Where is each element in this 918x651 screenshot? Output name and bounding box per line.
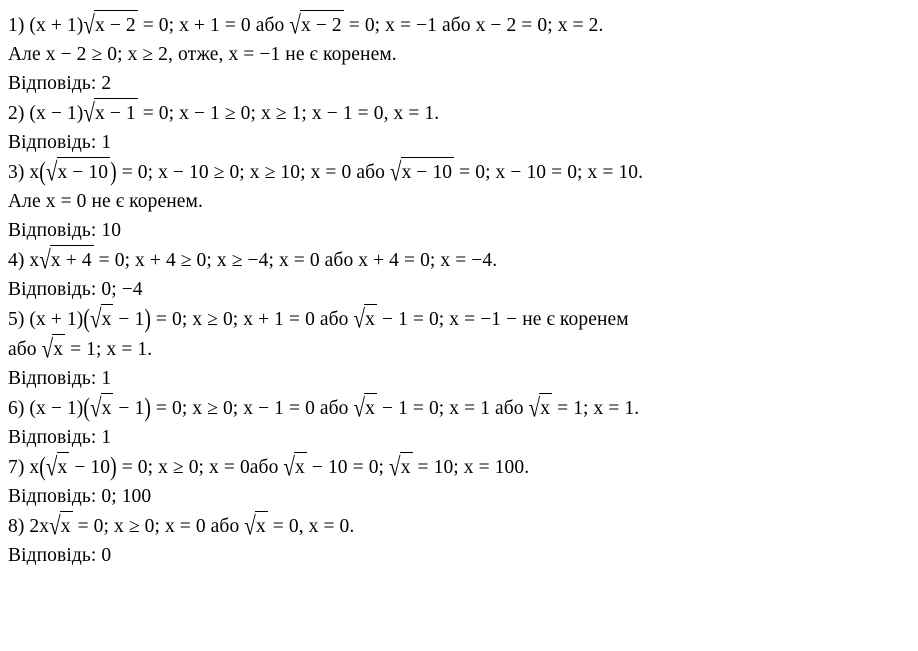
math-text: 2) (x − 1) <box>8 103 84 124</box>
math-text: 4) x <box>8 250 40 271</box>
radical-sign: √ <box>41 333 54 364</box>
square-root-icon <box>90 393 114 423</box>
radical-sign: √ <box>353 392 366 423</box>
radicand: x <box>539 393 552 423</box>
math-text: = 0; x = −1 або x − 2 = 0; x = 2. <box>343 15 604 36</box>
paren-close: ) <box>110 453 117 482</box>
square-root-icon <box>244 511 268 541</box>
solution-line <box>8 157 918 187</box>
math-text: = 0; x ≥ 0; x + 1 = 0 або <box>150 309 354 330</box>
square-root-icon <box>390 157 454 187</box>
solution-line <box>8 98 918 128</box>
solution-line <box>8 10 918 40</box>
paren-open: ( <box>83 305 90 334</box>
solution-line <box>8 452 918 482</box>
math-text: = 0; x − 10 ≥ 0; x ≥ 10; x = 0 або <box>116 162 390 183</box>
math-text: = 0; x ≥ 0; x = 0або <box>116 457 284 478</box>
math-text: = 0; x ≥ 0; x = 0 або <box>72 516 245 537</box>
radical-sign: √ <box>49 510 61 541</box>
radical-sign: √ <box>89 303 102 334</box>
radical-sign: √ <box>89 392 102 423</box>
math-text: Але x = 0 не є коренем. <box>8 191 203 212</box>
radical-sign: √ <box>244 510 256 541</box>
math-text: = 0; x − 1 ≥ 0; x ≥ 1; x − 1 = 0, x = 1. <box>137 103 440 124</box>
math-text: 1) (x + 1) <box>8 15 84 36</box>
math-text: 5) (x + 1) <box>8 309 84 330</box>
radicand: x <box>101 393 114 423</box>
math-text: Відповідь: 2 <box>8 73 112 94</box>
solution-line <box>8 40 918 69</box>
math-text: 6) (x − 1) <box>8 398 84 419</box>
radical-sign: √ <box>83 9 95 40</box>
paren-close: ) <box>144 305 151 334</box>
square-root-icon <box>389 452 413 482</box>
radical-sign: √ <box>83 97 95 128</box>
square-root-icon <box>39 245 93 275</box>
math-text: 7) x <box>8 457 40 478</box>
radicand: x <box>400 452 413 482</box>
square-root-icon <box>283 452 307 482</box>
math-text: Відповідь: 1 <box>8 368 112 389</box>
math-text: = 1; x = 1. <box>552 398 640 419</box>
radicand: x − 10 <box>57 157 111 187</box>
math-text: − 10 <box>69 457 111 478</box>
radicand: x <box>57 452 70 482</box>
square-root-icon <box>354 393 378 423</box>
solution-line <box>8 245 918 275</box>
square-root-icon <box>46 452 70 482</box>
math-text: − 1 = 0; x = 1 або <box>377 398 529 419</box>
square-root-icon <box>83 10 137 40</box>
solution-line <box>8 304 918 334</box>
math-text: = 0; x + 1 = 0 або <box>137 15 290 36</box>
radical-sign: √ <box>45 156 58 187</box>
paren-close: ) <box>144 394 151 423</box>
math-text: = 0; x − 10 = 0; x = 10. <box>454 162 644 183</box>
math-text: Відповідь: 1 <box>8 132 112 153</box>
math-text: = 0; x + 4 ≥ 0; x ≥ −4; x = 0 або x + 4 = 0; x = −4. <box>93 250 498 271</box>
square-root-icon <box>42 334 66 364</box>
radicand: x <box>294 452 307 482</box>
math-text: Але x − 2 ≥ 0; x ≥ 2, отже, x = −1 не є коренем. <box>8 44 397 65</box>
paren-close: ) <box>110 158 117 187</box>
solution-line <box>8 69 918 98</box>
paren-open: ( <box>39 158 46 187</box>
solution-line <box>8 128 918 157</box>
solution-line <box>8 187 918 216</box>
radical-sign: √ <box>353 303 366 334</box>
radicand: x <box>101 304 114 334</box>
solution-line <box>8 393 918 423</box>
paren-open: ( <box>83 394 90 423</box>
radical-sign: √ <box>39 244 51 275</box>
square-root-icon <box>529 393 553 423</box>
square-root-icon <box>83 98 137 128</box>
radicand: x − 1 <box>94 98 138 128</box>
math-text: = 0, x = 0. <box>267 516 355 537</box>
radical-sign: √ <box>389 451 401 482</box>
math-text: Відповідь: 1 <box>8 427 112 448</box>
square-root-icon <box>354 304 378 334</box>
paren-open: ( <box>39 453 46 482</box>
radicand: x <box>52 334 65 364</box>
radicand: x − 2 <box>300 10 344 40</box>
math-text: або <box>8 339 42 360</box>
solution-line <box>8 511 918 541</box>
radicand: x <box>364 393 377 423</box>
solution-lines <box>8 10 918 570</box>
math-text: − 10 = 0; <box>306 457 390 478</box>
math-text: Відповідь: 10 <box>8 220 122 241</box>
math-text: Відповідь: 0; 100 <box>8 486 152 507</box>
radicand: x <box>60 511 73 541</box>
math-text: Відповідь: 0; −4 <box>8 279 143 300</box>
math-text: 3) x <box>8 162 40 183</box>
radicand: x − 10 <box>401 157 455 187</box>
math-text: Відповідь: 0 <box>8 545 112 566</box>
square-root-icon <box>90 304 114 334</box>
radical-sign: √ <box>283 451 296 482</box>
math-text: − 1 = 0; x = −1 − не є коренем <box>377 309 629 330</box>
math-text: = 10; x = 100. <box>412 457 530 478</box>
math-text: 8) 2x <box>8 516 50 537</box>
math-text: = 0; x ≥ 0; x − 1 = 0 або <box>150 398 354 419</box>
math-text: − 1 <box>113 309 145 330</box>
math-text: = 1; x = 1. <box>65 339 153 360</box>
solution-line <box>8 482 918 511</box>
square-root-icon <box>49 511 73 541</box>
solution-line <box>8 216 918 245</box>
radical-sign: √ <box>45 451 58 482</box>
solution-line <box>8 541 918 570</box>
radicand: x − 2 <box>94 10 138 40</box>
radicand: x + 4 <box>50 245 94 275</box>
radical-sign: √ <box>528 392 541 423</box>
square-root-icon <box>46 157 110 187</box>
radicand: x <box>364 304 377 334</box>
radical-sign: √ <box>389 156 402 187</box>
math-text: − 1 <box>113 398 145 419</box>
square-root-icon <box>289 10 343 40</box>
radical-sign: √ <box>289 9 302 40</box>
radicand: x <box>255 511 268 541</box>
